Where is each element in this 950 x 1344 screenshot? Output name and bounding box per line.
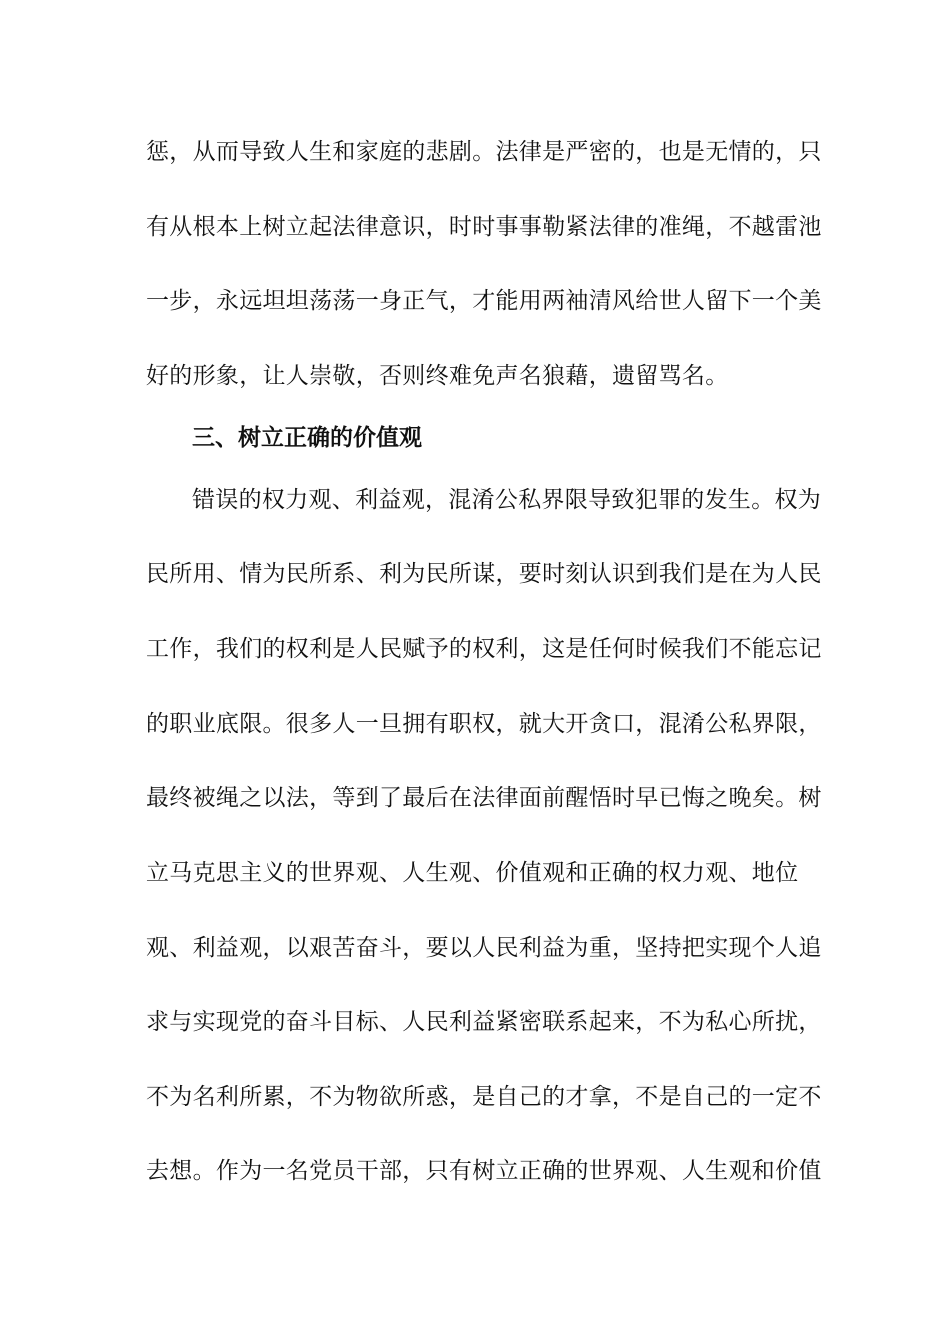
- section-heading: 三、树立正确的价值观: [192, 424, 422, 451]
- paragraph-line: 观、利益观，以艰苦奋斗，要以人民利益为重，坚持把实现个人追: [146, 935, 822, 961]
- paragraph-line: 最终被绳之以法，等到了最后在法律面前醒悟时早已悔之晚矣。树: [146, 785, 822, 811]
- paragraph-line: 民所用、情为民所系、利为民所谋，要时刻认识到我们是在为人民: [146, 561, 822, 587]
- paragraph-line: 去想。作为一名党员干部，只有树立正确的世界观、人生观和价值: [146, 1158, 822, 1184]
- paragraph-line: 的职业底限。很多人一旦拥有职权，就大开贪口，混淆公私界限，: [146, 711, 822, 737]
- paragraph-line: 不为名利所累，不为物欲所惑，是自己的才拿，不是自己的一定不: [146, 1084, 822, 1110]
- paragraph-line: 有从根本上树立起法律意识，时时事事勒紧法律的准绳，不越雷池: [146, 214, 822, 240]
- paragraph-line: 立马克思主义的世界观、人生观、价值观和正确的权力观、地位: [146, 860, 799, 886]
- paragraph-line: 好的形象，让人崇敬，否则终难免声名狼藉，遗留骂名。: [146, 363, 729, 389]
- paragraph-line: 错误的权力观、利益观，混淆公私界限导致犯罪的发生。权为: [192, 487, 822, 513]
- paragraph-line: 惩，从而导致人生和家庭的悲剧。法律是严密的，也是无情的，只: [146, 139, 822, 165]
- paragraph-line: 求与实现党的奋斗目标、人民利益紧密联系起来，不为私心所扰，: [146, 1009, 822, 1035]
- paragraph-line: 工作，我们的权利是人民赋予的权利，这是任何时候我们不能忘记: [146, 636, 822, 662]
- paragraph-line: 一步，永远坦坦荡荡一身正气，才能用两袖清风给世人留下一个美: [146, 288, 822, 314]
